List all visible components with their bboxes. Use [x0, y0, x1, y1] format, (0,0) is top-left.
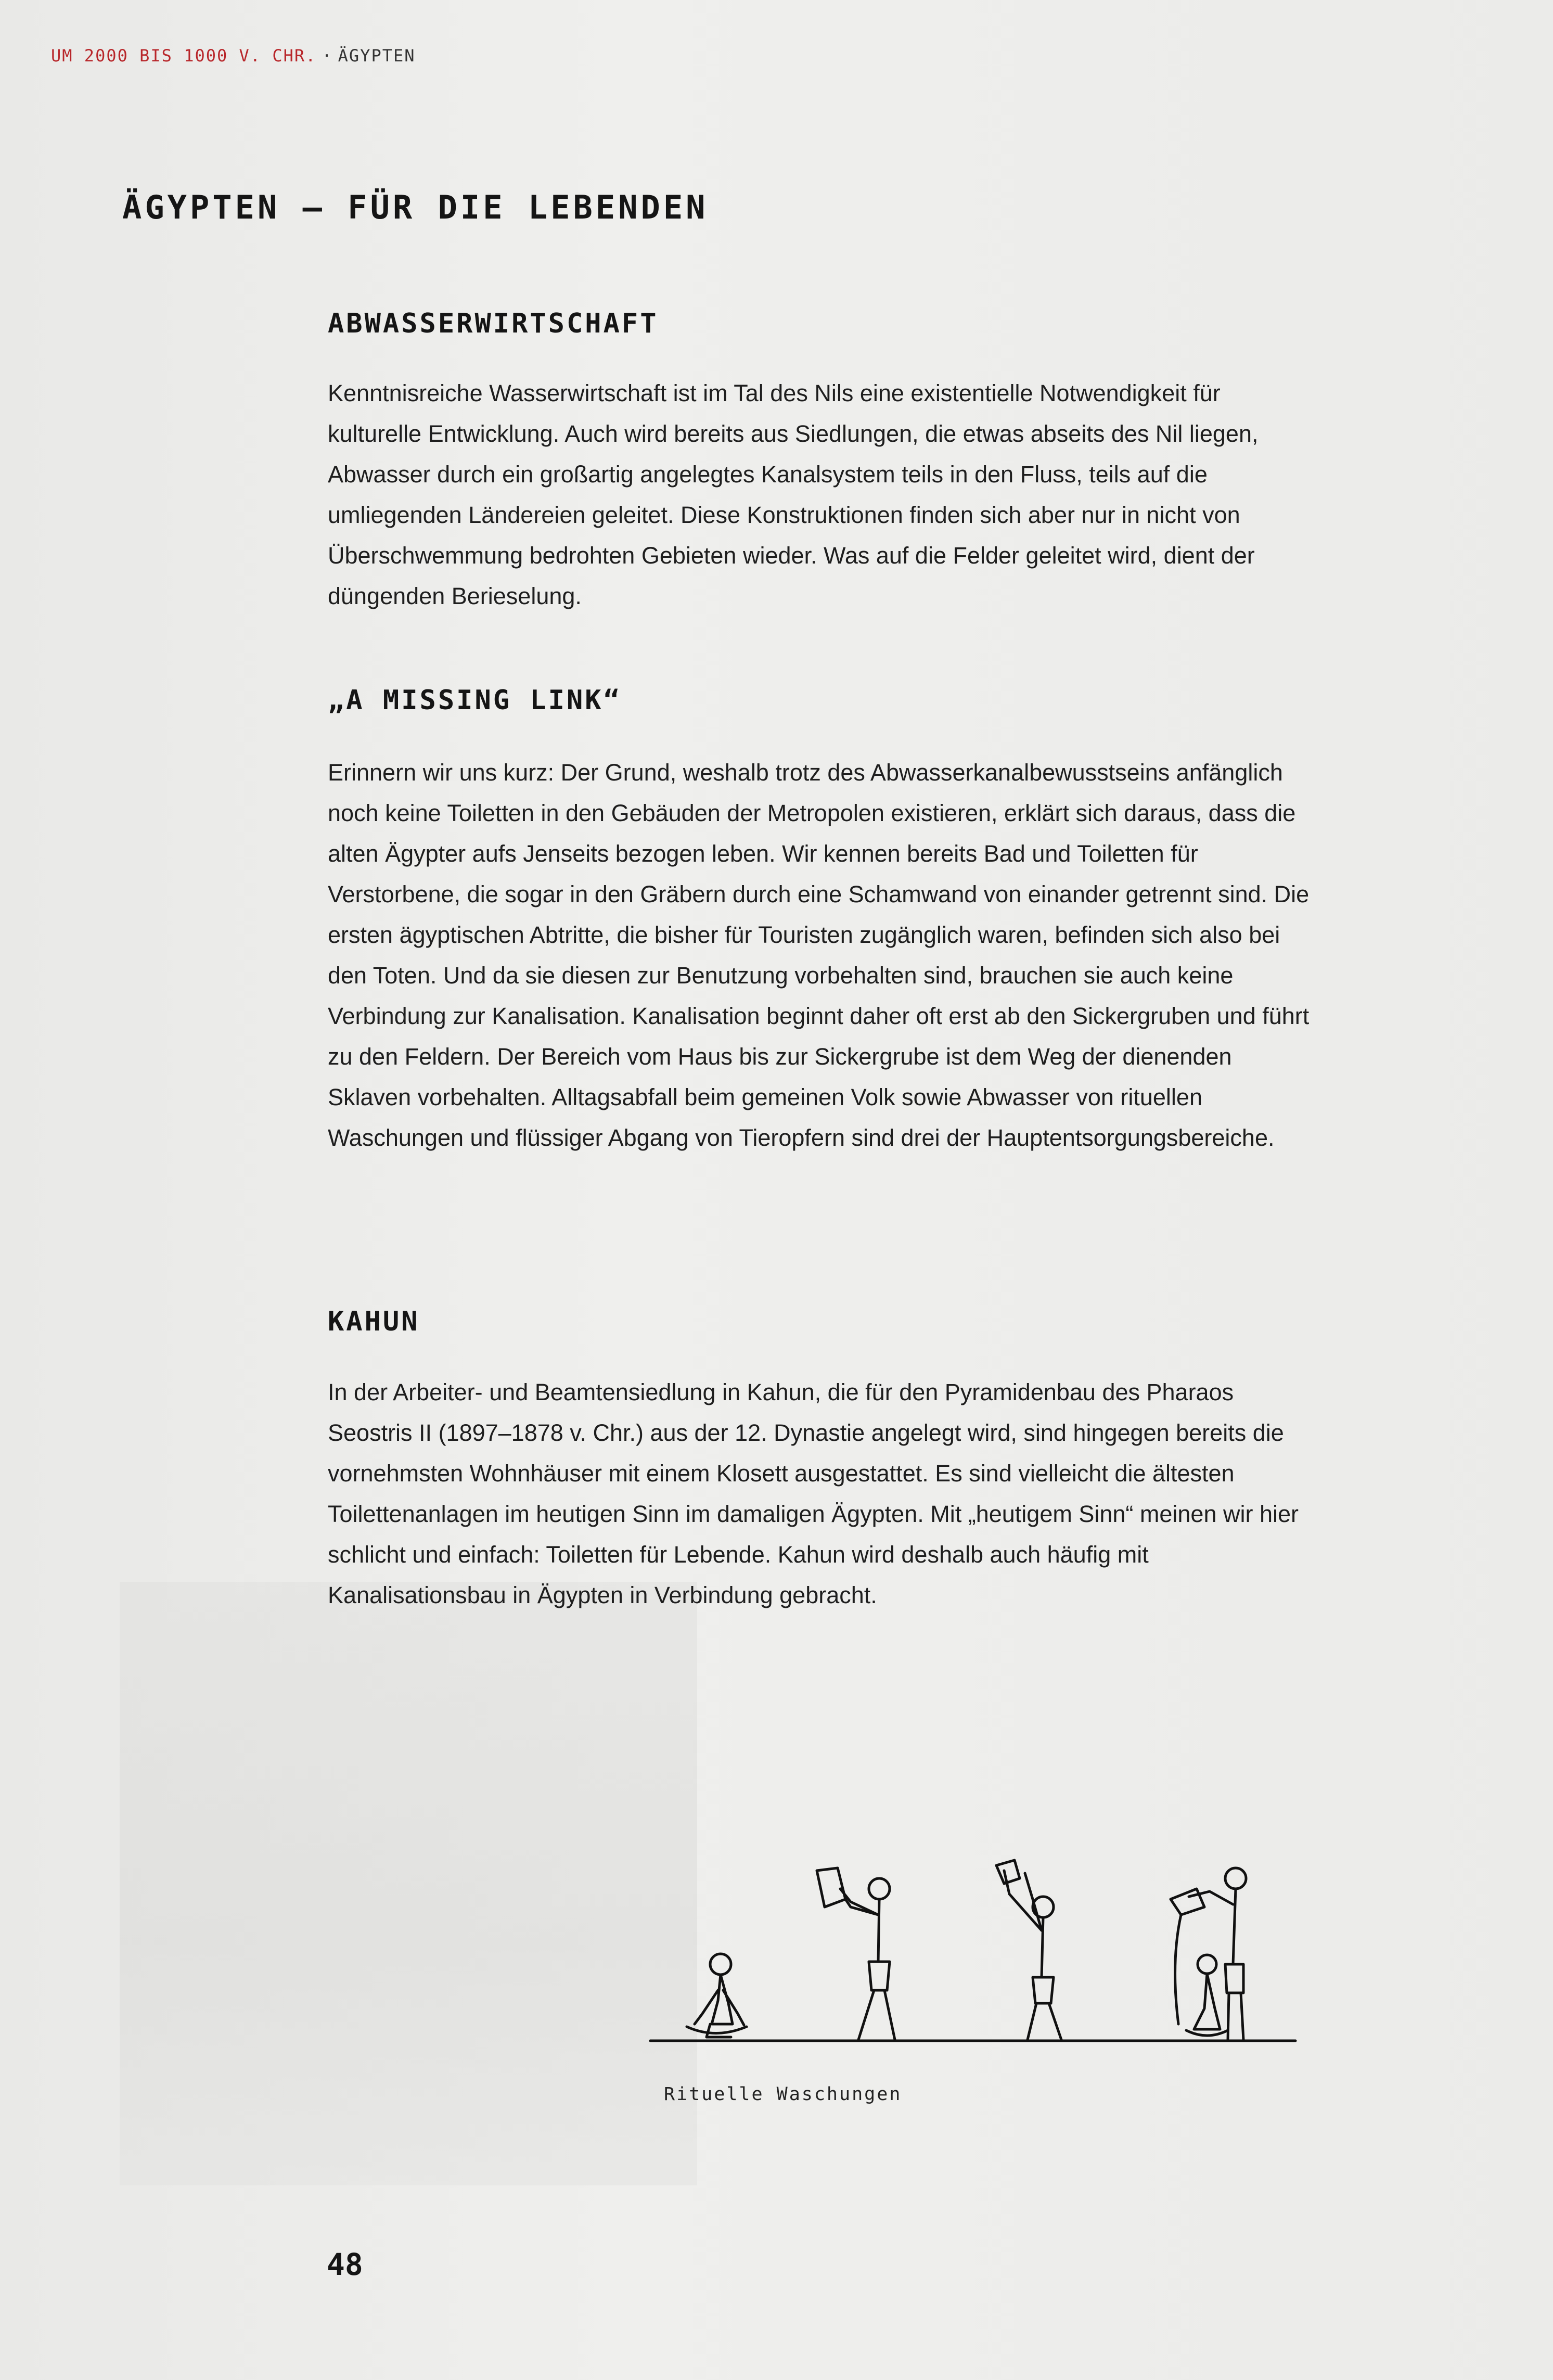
paragraph-abwasserwirtschaft: Kenntnisreiche Wasserwirtschaft ist im Tal des Nils eine existentielle Notwendigkeit für kulturelle Entwicklung. Auch wird bereits aus Siedlungen, die etwas abseits des Nil liegen, Abwasser durch ein großartig angelegtes Kanalsystem teils in den Fluss, teils auf die umliegenden Ländereien geleitet. Diese Konstruktionen finden sich aber nur in nicht von Überschwemmung bedrohten Gebieten wieder. Was auf die Felder geleitet wird, dient der düngenden Berieselung.	[328, 380, 1259, 609]
running-head	[51, 46, 416, 66]
running-head-separator: ·	[322, 46, 333, 66]
standing-figure-vessels-left	[817, 1868, 895, 2040]
heading-abwasserwirtschaft: ABWASSERWIRTSCHAFT	[328, 308, 659, 339]
paragraph-missing-link: Erinnern wir uns kurz: Der Grund, weshalb trotz des Abwasserkanalbewusstseins anfänglich noch keine Toiletten in den Gebäuden der Metropolen existieren, erklärt sich daraus, dass die alten Ägypter aufs Jenseits bezogen leben. Wir kennen bereits Bad und Toiletten für Verstorbene, die sogar in den Gräbern durch eine Schamwand von einander getrennt sind. Die ersten ägyptischen Abtritte, die bisher für Touristen zugänglich waren, befinden sich also bei den Toten. Und da sie diesen zur Benutzung vorbehalten sind, brauchen sie auch keine Verbindung zur Kanalisation. Kanalisation beginnt daher oft erst ab den Sickergruben und führt zu den Feldern. Der Bereich vom Haus bis zur Sickergrube ist dem Weg der dienenden Sklaven vorbehalten. Alltagsabfall beim gemeinen Volk sowie Abwasser von rituellen Waschungen und flüssiger Abgang von Tieropfern sind drei der Hauptentsorgungsbereiche.	[328, 759, 1310, 1151]
page-number: 48	[327, 2247, 363, 2282]
running-head-era: UM 2000 BIS 1000 V. CHR.	[51, 46, 317, 66]
paragraph-kahun: In der Arbeiter- und Beamtensiedlung in Kahun, die für den Pyramidenbau des Pharaos Seostris II (1897–1878 v. Chr.) aus der 12. Dynastie angelegt wird, sind hingegen bereits die vornehmsten Wohnhäuser mit einem Klosett ausgestattet. Es sind vielleicht die ältesten Toilettenanlagen im heutigen Sinn im damaligen Ägypten. Mit „heutigem Sinn“ meinen wir hier schlicht und einfach: Toiletten für Lebende. Kahun wird deshalb auch häufig mit Kanalisationsbau in Ägypten in Verbindung gebracht.	[328, 1379, 1299, 1608]
heading-missing-link: „A MISSING LINK“	[328, 685, 622, 716]
figure-caption: Rituelle Waschungen	[664, 2084, 902, 2105]
show-through-image	[120, 1582, 697, 2185]
standing-figure-vessel-raised	[996, 1860, 1061, 2040]
kneeling-figure	[687, 1954, 747, 2037]
chapter-title: ÄGYPTEN – FÜR DIE LEBENDEN	[122, 188, 709, 226]
heading-kahun: KAHUN	[328, 1306, 420, 1337]
running-head-section: ÄGYPTEN	[338, 46, 416, 66]
ritual-washing-illustration	[645, 1858, 1311, 2055]
pouring-scene	[1171, 1868, 1246, 2040]
